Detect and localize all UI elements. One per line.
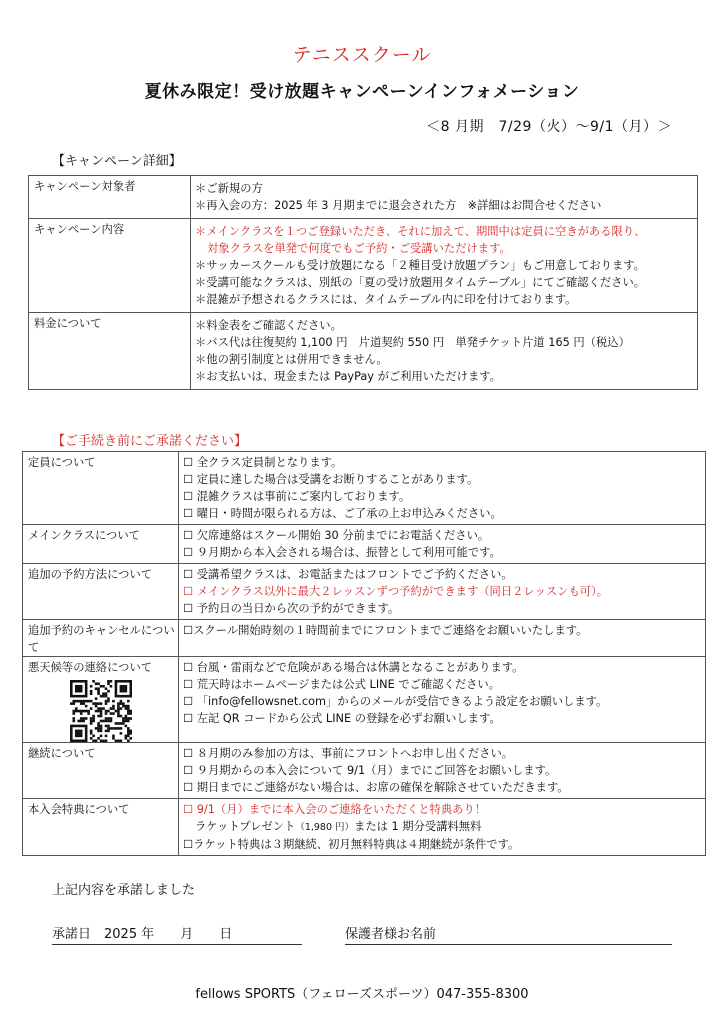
notes-row-content (179, 743, 706, 799)
notes-row-content (179, 657, 706, 743)
content-line: ☐ 全クラス定員制となります。 (183, 456, 343, 469)
content-line: ☐ 定員に達した場合は受講をお断りすることがあります。 (183, 473, 479, 486)
price-note: （1,980 円） (295, 822, 355, 833)
notes-row-label (23, 452, 179, 525)
agreement-text: 上記内容を承諾しました (52, 883, 196, 898)
notes-row-label (23, 657, 179, 743)
notes-row-content (179, 452, 706, 525)
campaign-section-title: 【キャンペーン詳細】 (52, 154, 182, 169)
campaign-period: ＜8 月期 7/29（火）～9/1（月）＞ (426, 119, 672, 135)
content-line: ☐ 混雑クラスは事前にご案内しております。 (183, 490, 411, 503)
row-label-text: 本入会特典について (28, 803, 130, 816)
notes-row (23, 799, 706, 856)
notes-row-content (179, 525, 706, 564)
content-line: ☐ 荒天時はホームページまたは公式 LINE でご確認ください。 (183, 678, 501, 691)
content-line: ☐ 「info@fellowsnet.com」からのメールが受信できるよう設定をお願いします。 (183, 695, 608, 708)
content-line: ☐ ８月期のみ参加の方は、事前にフロントへお申し出ください。 (183, 747, 514, 760)
content-line: ＊混雑が予想されるクラスには、タイムテーブル内に印を付けております。 (195, 293, 577, 306)
content-line: ☐スクール開始時刻の１時間前までにフロントまでご連絡をお願いいたします。 (183, 624, 588, 637)
content-line: ☐ 欠席連絡はスクール開始 30 分前までにお電話ください。 (183, 529, 490, 542)
content-line: ☐ 曜日・時間が限られる方は、ご了承の上お申込みください。 (183, 507, 502, 520)
content-line: ☐ 9/1（月）までに本入会のご連絡をいただくと特典あり！ (183, 803, 487, 816)
content-line: ☐ 台風・雷雨などで危険がある場合は休講となることがあります。 (183, 661, 524, 674)
notes-row (23, 564, 706, 620)
notes-row (23, 452, 706, 525)
content-line: ☐ 期日までにご連絡がない場合は、お席の確保を解除させていただきます。 (183, 781, 569, 794)
row-label-text: メインクラスについて (28, 529, 140, 542)
notes-row (23, 525, 706, 564)
row-label-text: 追加の予約方法について (28, 568, 153, 581)
content-line: ＊他の割引制度とは併用できません。 (195, 353, 388, 366)
content-line: ＊お支払いは、現金または PayPay がご利用いただけます。 (195, 370, 501, 383)
campaign-row-label (29, 219, 191, 313)
content-line: ☐ 受講希望クラスは、お電話またはフロントでご予約ください。 (183, 568, 513, 581)
content-line: ＊料金表をご確認ください。 (195, 319, 342, 332)
notes-row-content (179, 564, 706, 620)
campaign-row (29, 313, 698, 390)
campaign-row-label (29, 176, 191, 219)
content-line: ＊メインクラスを１つご登録いただき、それに加えて、期間中は定員に空きがある限り、 (195, 225, 646, 238)
page-subtitle: 夏休み限定！受け放題キャンペーンインフォメーション (144, 82, 580, 102)
notes-table (22, 451, 706, 856)
campaign-row-content (191, 313, 698, 390)
campaign-row-content (191, 176, 698, 219)
row-label-text: 継続について (28, 747, 96, 760)
row-label-text: 追加予約のキャンセルについて (28, 624, 175, 654)
row-label-text: キャンペーン内容 (34, 223, 125, 236)
content-line: ラケットプレゼント（1,980 円）または 1 期分受講料無料 (195, 820, 482, 833)
campaign-row-content (191, 219, 698, 313)
content-line: ☐ ９月期からの本入会について 9/1（月）までにご回答をお願いします。 (183, 764, 557, 777)
row-label-text: 悪天候等の連絡について (28, 661, 153, 674)
agreement-date-field[interactable]: 承諾日 2025 年 月 日 (52, 923, 302, 945)
notes-row (23, 657, 706, 743)
content-line: ＊再入会の方：2025 年 3 月期までに退会された方 ※詳細はお問合せください (195, 199, 602, 212)
content-line: ☐ メインクラス以外に最大２レッスンずつ予約ができます（同日２レッスンも可）。 (183, 585, 609, 598)
content-line: ＊バス代は往復契約 1,100 円 片道契約 550 円 単発チケット片道 165 円（税込） (195, 336, 630, 349)
notes-row-content (179, 620, 706, 657)
notes-row-label (23, 799, 179, 856)
content-line: ☐ 予約日の当日から次の予約ができます。 (183, 602, 400, 615)
campaign-row (29, 219, 698, 313)
row-label-text: 料金について (34, 317, 102, 330)
notes-row-label (23, 620, 179, 657)
content-line: ＊ご新規の方 (195, 182, 263, 195)
content-line: ☐ 左記 QR コードから公式 LINE の登録を必ずお願いします。 (183, 712, 501, 725)
row-label-text: キャンペーン対象者 (34, 180, 136, 193)
qr-code-icon (70, 680, 132, 742)
notes-row-label (23, 564, 179, 620)
content-line: ☐ラケット特典は３期継続、初月無料特典は４期継続が条件です。 (183, 838, 520, 851)
campaign-row (29, 176, 698, 219)
campaign-table (28, 175, 698, 390)
row-label-text: 定員について (28, 456, 96, 469)
notes-section-title: 【ご手続き前にご承諾ください】 (52, 434, 248, 449)
footer-contact: fellows SPORTS（フェローズスポーツ）047-355-8300 (195, 987, 529, 1002)
notes-row-content (179, 799, 706, 856)
page-title: テニススクール (292, 44, 432, 66)
content-line: ＊サッカースクールも受け放題になる「２種目受け放題プラン」もご用意しております。 (195, 259, 645, 272)
notes-row (23, 620, 706, 657)
guardian-name-field[interactable]: 保護者様お名前 (345, 923, 672, 945)
content-line: ☐ ９月期から本入会される場合は、振替として利用可能です。 (183, 546, 501, 559)
notes-row-label (23, 743, 179, 799)
notes-row-label (23, 525, 179, 564)
campaign-row-label (29, 313, 191, 390)
content-line: ＊受講可能なクラスは、別紙の「夏の受け放題用タイムテーブル」にてご確認ください。 (195, 276, 646, 289)
notes-row (23, 743, 706, 799)
content-line: 対象クラスを単発で何度でもご予約・ご受講いただけます。 (207, 242, 511, 255)
